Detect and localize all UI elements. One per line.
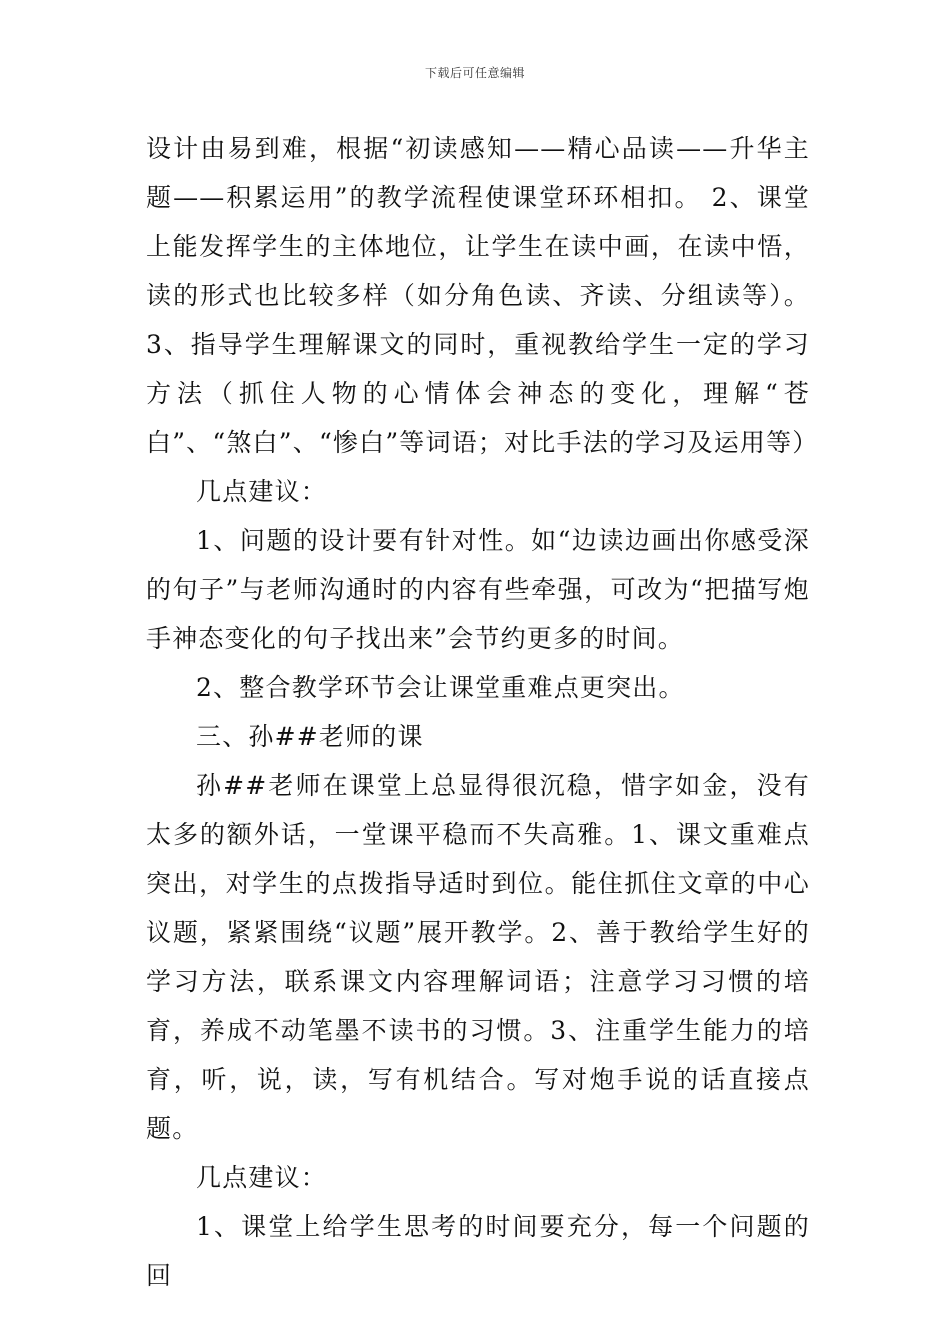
paragraph-suggestion-2: 2、整合教学环节会让课堂重难点更突出。	[196, 673, 685, 702]
paragraph-suggestion-1-truncated: 1、课堂上给学生思考的时间要充分，每一个问题的回	[146, 1212, 810, 1290]
page-header: 下载后可任意编辑	[424, 66, 525, 80]
paragraph-suggestion-1: 1、问题的设计要有针对性。如“边读边画出你感受深的句子”与老师沟通时的内容有些牵强，可改为“把描写炮手神态变化的句子找出来”会节约更多的时间。	[146, 526, 810, 653]
document-body	[146, 124, 819, 1300]
paragraph-suggestions-heading: 几点建议：	[196, 477, 328, 506]
paragraph-evaluation-continued: 设计由易到难，根据“初读感知——精心品读——升华主题——积累运用”的教学流程使课堂环环相扣。 2、课堂上能发挥学生的主体地位，让学生在读中画，在读中悟，读的形式也比较多样（如分角色读、齐读、分组读等）。3、指导学生理解课文的同时，重视教给学生一定的学习方法（抓住人物的心情体会神态的变化，理解“苍白”、“煞白”、“惨白”等词语；对比手法的学习及运用等）	[146, 134, 819, 457]
paragraph-teacher-sun-evaluation: 孙##老师在课堂上总显得很沉稳，惜字如金，没有太多的额外话，一堂课平稳而不失高雅。1、课文重难点突出，对学生的点拨指导适时到位。能住抓住文章的中心议题，紧紧围绕“议题”展开教学。2、善于教给学生好的学习方法，联系课文内容理解词语；注意学习习惯的培育，养成不动笔墨不读书的习惯。3、注重学生能力的培育，听，说，读，写有机结合。写对炮手说的话直接点题。	[146, 771, 810, 1143]
paragraph-suggestions-heading-2: 几点建议：	[196, 1163, 328, 1192]
section-heading-teacher-sun: 三、孙##老师的课	[196, 722, 424, 751]
